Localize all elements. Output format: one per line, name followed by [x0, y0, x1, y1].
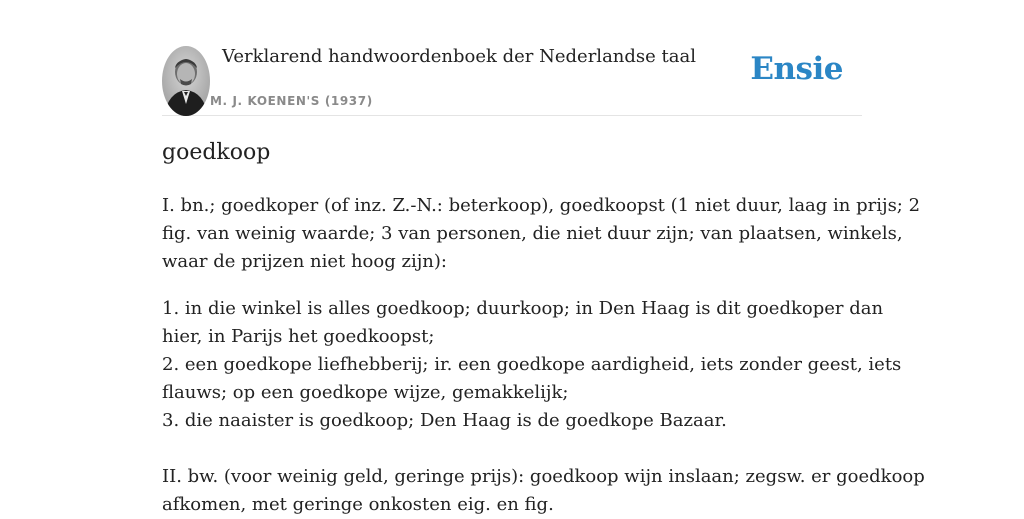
- example-line: 3. die naaister is goedkoop; Den Haag is de goedkope Bazaar.: [162, 410, 727, 431]
- definition-line: waar de prijzen niet hoog zijn):: [162, 251, 447, 272]
- example-line: hier, in Parijs het goedkoopst;: [162, 326, 435, 347]
- example-line: 1. in die winkel is alles goedkoop; duurkoop; in Den Haag is dit goedkoper dan: [162, 298, 884, 319]
- brand-logo-link[interactable]: Ensie: [750, 51, 843, 87]
- book-title: Verklarend handwoordenboek der Nederlandse taal: [222, 46, 696, 67]
- author-portrait: [162, 46, 210, 116]
- entry-headword: goedkoop: [162, 140, 271, 165]
- entry-examples: [162, 295, 902, 435]
- definition-line: I. bn.; goedkoper (of inz. Z.-N.: beterkoop), goedkoopst (1 niet duur, laag in prijs; 2: [162, 195, 921, 216]
- page: [162, 0, 925, 515]
- adverb-line: II. bw. (voor weinig geld, geringe prijs): goedkoop wijn inslaan; zegsw. er goedkoop: [162, 466, 925, 487]
- entry-definition: [162, 192, 921, 276]
- definition-line: fig. van weinig waarde; 3 van personen, die niet duur zijn; van plaatsen, winkels,: [162, 223, 903, 244]
- adverb-line: afkomen, met geringe onkosten eig. en fig.: [162, 494, 554, 515]
- example-line: 2. een goedkope liefhebberij; ir. een goedkope aardigheid, iets zonder geest, iets: [162, 354, 902, 375]
- example-line: flauws; op een goedkope wijze, gemakkelijk;: [162, 382, 569, 403]
- site-header: [162, 0, 862, 116]
- portrait-image: [162, 46, 210, 116]
- book-author: M. J. KOENEN'S (1937): [210, 94, 373, 108]
- entry-adverb-section: [162, 463, 925, 519]
